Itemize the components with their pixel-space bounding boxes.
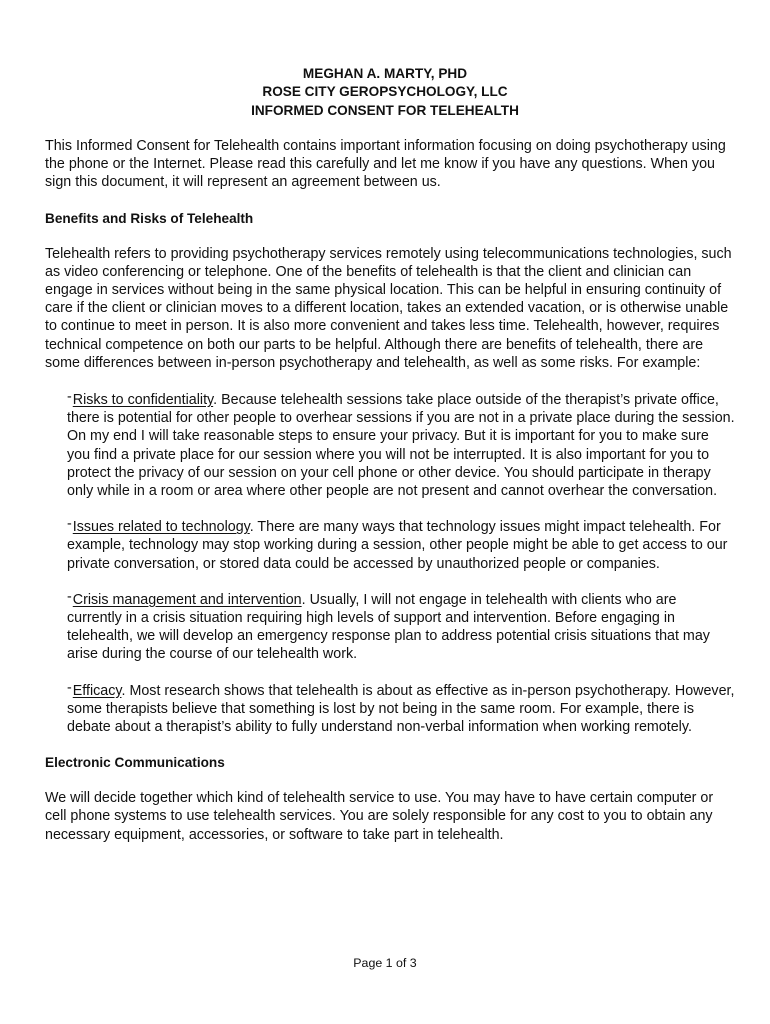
document-header [0, 65, 770, 120]
item-text: . Usually, I will not engage in telehealth with clients who are currently in a crisis situation requiring high levels of support and intervention. Before engaging in telehealth, we will develop an emergency response plan to address potential crisis situations that may arise during the course of our telehealth work. [67, 591, 710, 663]
item-title: Issues related to technology [72, 519, 250, 536]
item-title: Risks to confidentiality [72, 392, 214, 409]
author-name: MEGHAN A. MARTY, PHD [302, 66, 468, 81]
risk-item-efficacy [67, 679, 735, 737]
item-dash: - [67, 389, 72, 406]
document-body [45, 137, 735, 863]
item-dash: - [67, 679, 72, 696]
item-title: Efficacy [72, 682, 122, 699]
document-title: INFORMED CONSENT FOR TELEHEALTH [251, 102, 519, 118]
item-title: Crisis management and intervention [72, 591, 302, 608]
risk-item-crisis [67, 588, 735, 664]
item-dash: - [67, 588, 72, 605]
practice-name: ROSE CITY GEROPSYCHOLOGY, LLC [262, 84, 508, 100]
risk-item-confidentiality [67, 391, 735, 500]
electronic-communications-paragraph: We will decide together which kind of telehealth service to use. You may have to have certain computer or cell phone systems to use telehealth services. You are solely responsible for any cost to you to obtain any necessary equipment, accessories, or software to take part in telehealth. [45, 790, 714, 843]
intro-paragraph: This Informed Consent for Telehealth contains important information focusing on doing psychotherapy using the phone or the Internet. Please read this carefully and let me know if you have any questions. When you sign this document, it will represent an agreement between us. [45, 138, 726, 191]
item-text: . Because telehealth sessions take place outside of the therapist’s private office, there is potential for other people to overhear sessions if you are not in a private place during the session. On my end I will take reasonable steps to ensure your privacy. But it is important for you to make sure you find a private place for our session where you will not be interrupted. It is also important for you to protect the privacy of our session on your cell phone or other device. You should participate in therapy only while in a room or area where other people are not present and cannot overhear the conversation. [67, 392, 735, 500]
item-text: . There are many ways that technology issues might impact telehealth. For example, technology may stop working during a session, other people might be able to get access to our private conversation, or stored data could be accessed by unauthorized people or companies. [67, 519, 728, 572]
section-heading-electronic-communications: Electronic Communications [45, 755, 225, 771]
item-dash: - [67, 516, 72, 533]
item-text: . Most research shows that telehealth is about as effective as in-person psychotherapy. However, some therapists believe that something is lost by not being in the same room. For example, there is debate about a therapist’s ability to fully understand non-verbal information when working remotely. [67, 682, 735, 736]
telehealth-definition-paragraph: Telehealth refers to providing psychotherapy services remotely using telecommunications technologies, such as video conferencing or telephone. One of the benefits of telehealth is that the client and clinician can engage in services without being in the same physical location. This can be helpful in ensuring continuity of care if the client or clinician moves to a different location, takes an extended vacation, or is otherwise unable to continue to meet in person. It is also more convenient and takes less time. Telehealth, however, requires technical competence on both our parts to be helpful. Although there are benefits of telehealth, there are some differences between in-person psychotherapy and telehealth, as well as some risks. For example: [45, 245, 732, 371]
page-number: Page 1 of 3 [353, 956, 417, 970]
section-heading-benefits-risks: Benefits and Risks of Telehealth [45, 210, 254, 226]
risk-item-technology [67, 518, 735, 573]
